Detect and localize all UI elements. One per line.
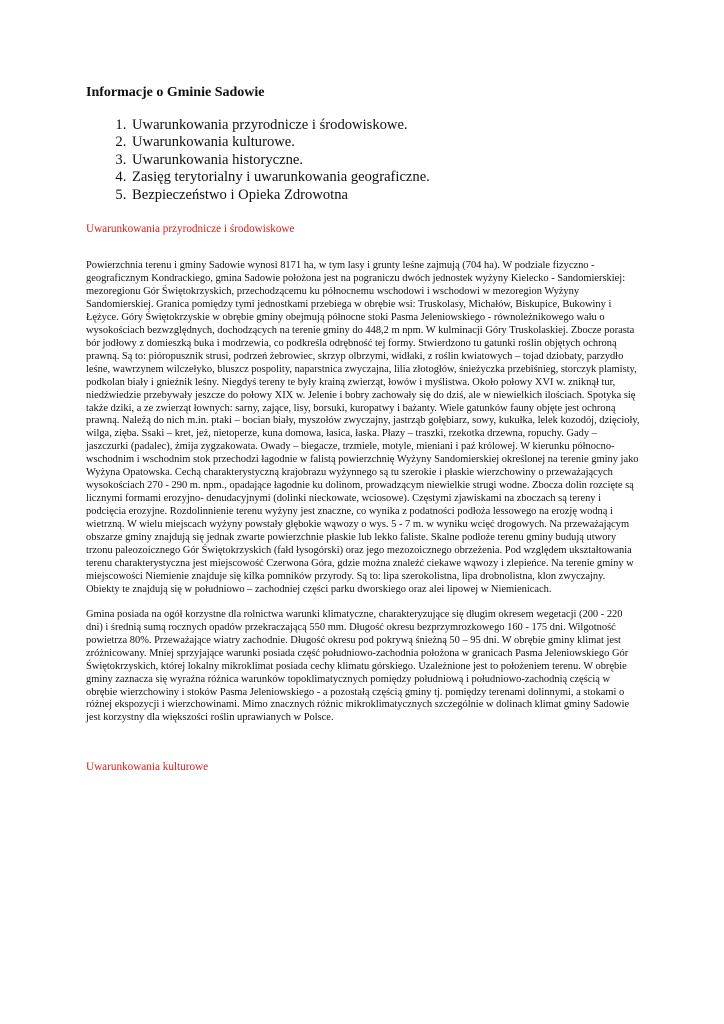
toc-item: 5. Bezpieczeństwo i Opieka Zdrowotna — [130, 187, 640, 204]
document-title: Informacje o Gminie Sadowie — [86, 85, 265, 100]
paragraph-climate: Gmina posiada na ogół korzystne dla rolnictwa warunki klimatyczne, charakteryzujące się długim okresem wegetacji (200 - 220 dni) i średnią sumą rocznych opadów przekraczającą 550 mm. Długość okresu bezprzymrozkowego 160 - 175 dni. Wilgotność powietrza 80%. Przeważające wiatry zachodnie. Długość okresu pod pokrywą śnieżną 50 – 95 dni. W obrębie gminy klimat jest zróżnicowany. Mniej sprzyjające warunki posiada część południowo-zachodnia położona w granicach Pasma Jeleniowskiego Gór Świętokrzyskich, której lokalny mikroklimat posiada cechy klimatu górskiego. Uzależnione jest to położeniem terenu. W obrębie gminy zaznacza się wyraźna różnica warunków topoklimatycznych pomiędzy południową i południowo-zachodnią częścią w obrębie wierzchowiny i stoków Pasma Jeleniowskiego - a pozostałą częścią gminy tj. pomiędzy terenami dolinnymi, a stokami o różnej ekspozycji i wierzchowinami. Mimo znacznych różnic mikroklimatycznych szczególnie w dolinach klimat gminy Sadowie jest korzystny dla większości roślin uprawianych w Polsce. — [86, 608, 630, 724]
section-heading-nature: Uwarunkowania przyrodnicze i środowiskowe — [86, 223, 295, 236]
document-page — [86, 84, 640, 798]
paragraph-terrain: Powierzchnia terenu i gminy Sadowie wynosi 8171 ha, w tym lasy i grunty leśne zajmują (704 ha). W podziale fizyczno - geograficznym Kondrackiego, gmina Sadowie położona jest na pograniczu dwóch jednostek wyżyny Kielecko - Sandomierskiej: mezoregionu Gór Świętokrzyskich, przechodzącemu ku północnemu wschodowi i wschodowi w mezoregion Wyżyny Sandomierskiej. Granica pomiędzy tymi jednostkami przebiega w obrębie wsi: Truskolasy, Michałów, Biskupice, Bukowiny i Łężyce. Góry Świętokrzyskie w obrębie gminy obejmują północne stoki Pasma Jeleniowskiego - równoleżnikowego wału o wysokościach bezwzględnych, dochodzących na terenie gminy do 448,2 m npm. W kulminacji Góry Truskolaskiej. Zbocze porasta bór jodłowy z domieszką buka i modrzewia, co podkreśla odrębność tej formy. Stwierdzono tu gatunki roślin objętych ochroną prawną. Są to: pióropusznik strusi, podrzeń żebrowiec, skrzyp olbrzymi, widłaki, z roślin kwiatowych – tojad dziobaty, parzydło leśne, wawrzynem wilczełyko, bluszcz pospolity, naparstnica zwyczajna, lilia złotogłów, śnieżyczka przebiśnieg, storczyk plamisty, podkolan biały i gnieźnik leśny. Niegdyś tereny te były krainą zwierząt, łowów i myślistwa. Około połowy XVI w. zniknął tur, niedźwiedzie przebywały jeszcze do połowy XIX w. Jelenie i bobry zachowały się do dziś, ale w niewielkich ilościach. Spotyka się także dziki, a ze zwierząt łownych: sarny, zające, lisy, borsuki, kuropatwy i bażanty. Wiele gatunków fauny objęte jest ochroną prawną. Należą do nich m.in. ptaki – bocian biały, myszołów zwyczajny, jastrząb gołębiarz, sowy, kukułka, lelek kozodój, dzięcioły, wilga, zięba. Ssaki – kret, jeż, nietoperze, kuna domowa, łasica, łaska. Płazy – traszki, rzekotka drzewna, ropuchy. Gady – jaszczurki (padalec), żmija zygzakowata. Owady – biegacze, trzmiele, motyle, mieniani i paź królowej. W kierunku północno-wschodnim i wschodnim stok przechodzi łagodnie w falistą powierzchnię Wyżyny Sandomierskiej określonej na terenie gminy jako Wyżyna Opatowska. Cechą charakterystyczną krajobrazu wyżynnego są tu szerokie i płaskie wierzchowiny o przeważających wysokościach 270 - 290 m. npm., opadające łagodnie ku dolinom, prowadzącym niewielkie strugi wodne. Zbocza dolin rozcięte są licznymi formami erozyjno- denudacyjnymi (dolinki nieckowate, wciosowe). Częstymi zjawiskami na zboczach są tereny i podcięcia erozyjne. Rozdolinnienie terenu wyżyny jest znaczne, co wynika z podatności podłoża lessowego na erozję wodną i wietrzną. W wielu miejscach wyżyny powstały głębokie wąwozy o wys. 5 - 7 m. w wyniku wcięć drogowych. Na przeważającym obszarze gminy znajdują się jednak zwarte powierzchnie płaskie lub lekko faliste. Skalne podłoże terenu gminy budują utwory trzonu paleozoicznego Gór Świętokrzyskich (fałd łysogórski) oraz jego mezozoicznego obrzeżenia. Pod względem ukształtowania terenu charakterystyczna jest miejscowość Czerwona Góra, gdzie można znaleźć ciekawe wąwozy i zlepieńce. Na terenie gminy w miejscowości Niemienie znajduje się kilka pomników przyrody. Są to: lipa szerokolistna, lipa drobnolistna, klon zwyczajny. Obiekty te znajdują się w południowo – zachodniej części parku dworskiego oraz alei lipowej w Niemienicach. — [86, 260, 640, 595]
table-of-contents — [86, 117, 640, 204]
toc-item: 4. Zasięg terytorialny i uwarunkowania geograficzne. — [130, 169, 640, 186]
toc-item: 3. Uwarunkowania historyczne. — [130, 152, 640, 169]
toc-item: 1. Uwarunkowania przyrodnicze i środowiskowe. — [130, 117, 640, 134]
section-heading-culture: Uwarunkowania kulturowe — [86, 761, 209, 774]
toc-item: 2. Uwarunkowania kulturowe. — [130, 134, 640, 151]
